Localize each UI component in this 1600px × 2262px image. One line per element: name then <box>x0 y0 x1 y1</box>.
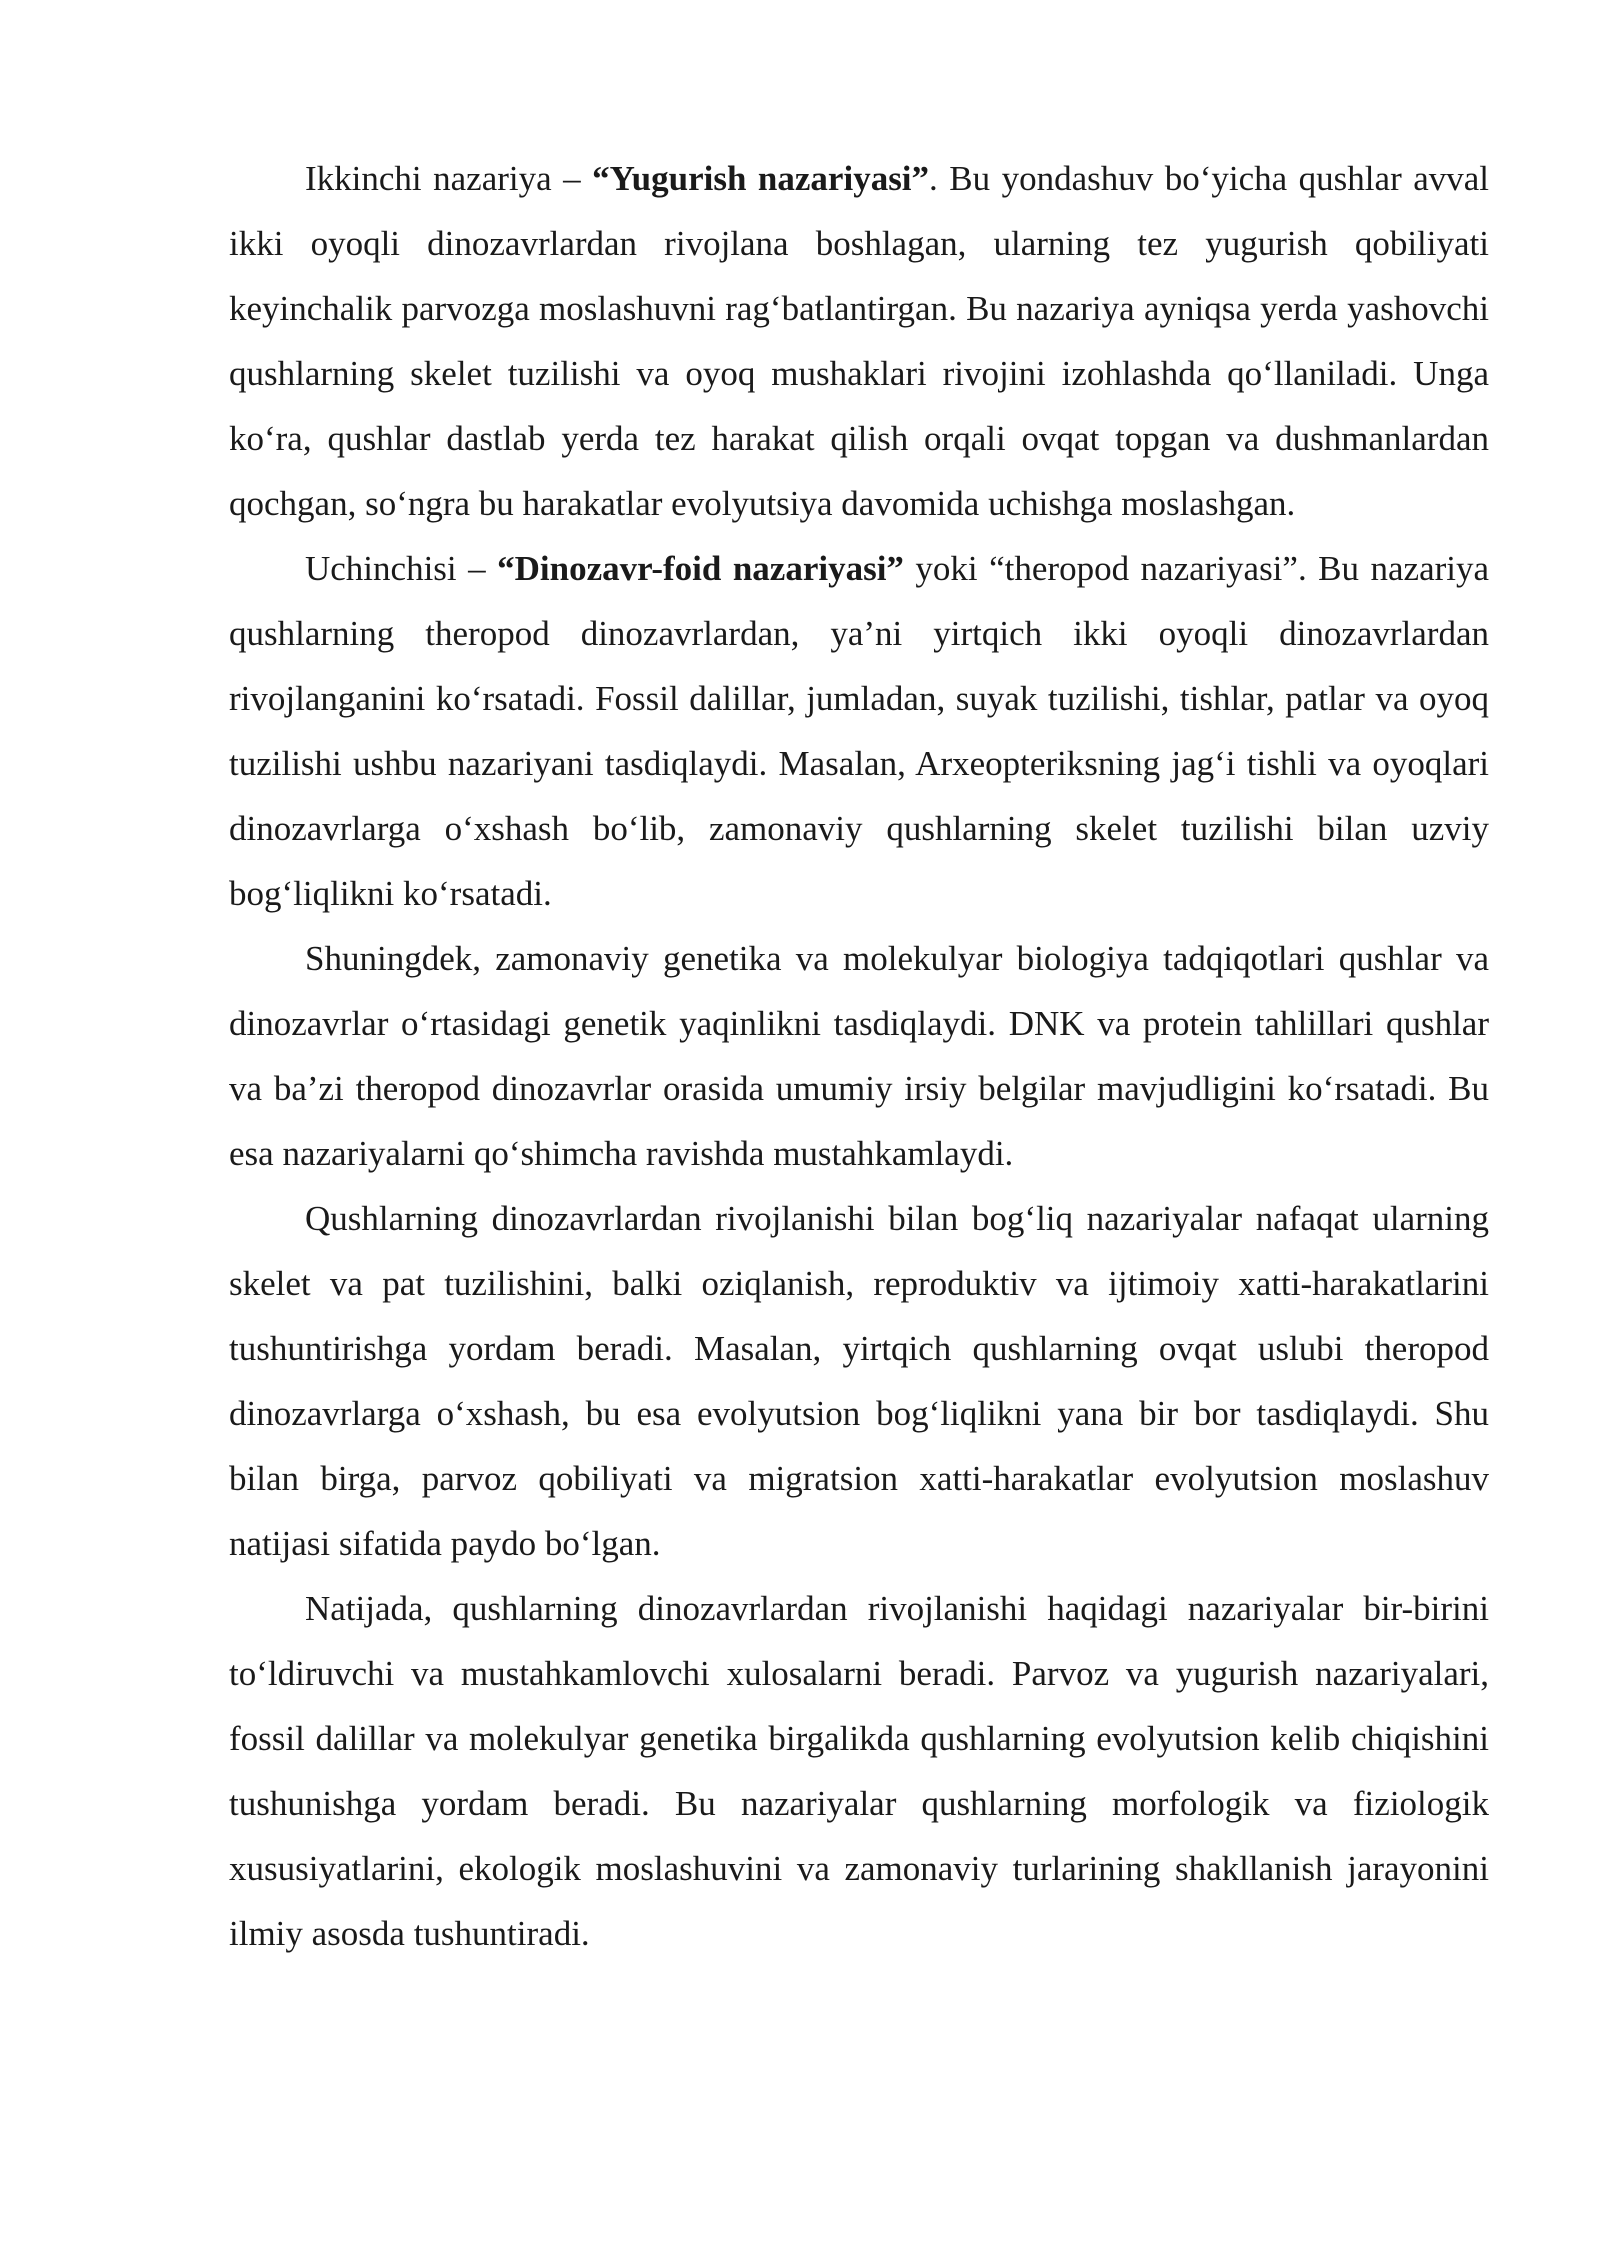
paragraph-behavior: Qushlarning dinozavrlardan rivojlanishi bilan bog‘liq nazariyalar nafaqat ularning skelet va pat tuzilishini, balki oziqlanish, reproduktiv va ijtimoiy xatti-harakatlarini tushuntirishga yordam beradi. Masalan, yirtqich qushlarning ovqat uslubi theropod dinozavrlarga o‘xshash, bu esa evolyutsion bog‘liqlikni yana bir bor tasdiqlaydi. Shu bilan birga, parvoz qobiliyati va migratsion xatti-harakatlar evolyutsion moslashuv natijasi sifatida paydo bo‘lgan. <box>229 1199 1489 1563</box>
paragraph-text: . Bu yondashuv bo‘yicha qushlar avval ikki oyoqli dinozavrlardan rivojlana boshlagan, ularning tez yugurish qobiliyati keyinchalik parvozga moslashuvni rag‘batlantirgan. Bu nazariya ayniqsa yerda yashovchi qushlarning skelet tuzilishi va oyoq mushaklari rivojini izohlashda qo‘llaniladi. Unga ko‘ra, qushlar dastlab yerda tez harakat qilish orqali ovqat topgan va dushmanlardan qochgan, so‘ngra bu harakatlar evolyutsiya davomida uchishga moslashgan. <box>229 159 1489 523</box>
paragraph-text: yoki “theropod nazariyasi”. Bu nazariya qushlarning theropod dinozavrlardan, ya’ni yirtqich ikki oyoqli dinozavrlardan rivojlanganini ko‘rsatadi. Fossil dalillar, jumladan, suyak tuzilishi, tishlar, patlar va oyoq tuzilishi ushbu nazariyani tasdiqlaydi. Masalan, Arxeopteriksning jag‘i tishli va oyoqlari dinozavrlarga o‘xshash bo‘lib, zamonaviy qushlarning skelet tuzilishi bilan uzviy bog‘liqlikni ko‘rsatadi. <box>229 549 1490 913</box>
theory-title-running: “Yugurish nazariyasi” <box>592 159 930 198</box>
theory-title-dinosaur-foid: “Dinozavr-foid nazariyasi” <box>497 549 904 588</box>
paragraph-genetics: Shuningdek, zamonaviy genetika va molekulyar biologiya tadqiqotlari qushlar va dinozavrlar o‘rtasidagi genetik yaqinlikni tasdiqlaydi. DNK va protein tahlillari qushlar va ba’zi theropod dinozavrlar orasida umumiy irsiy belgilar mavjudligini ko‘rsatadi. Bu esa nazariyalarni qo‘shimcha ravishda mustahkamlaydi. <box>229 939 1489 1173</box>
paragraph-conclusion: Natijada, qushlarning dinozavrlardan rivojlanishi haqidagi nazariyalar bir-birini to‘ldiruvchi va mustahkamlovchi xulosalarni beradi. Parvoz va yugurish nazariyalari, fossil dalillar va molekulyar genetika birgalikda qushlarning evolyutsion kelib chiqishini tushunishga yordam beradi. Bu nazariyalar qushlarning morfologik va fiziologik xususiyatlarini, ekologik moslashuvini va zamonaviy turlarining shakllanish jarayonini ilmiy asosda tushuntiradi. <box>229 1589 1489 1953</box>
paragraph-running-theory <box>229 146 1489 536</box>
paragraph-lead: Ikkinchi nazariya – <box>305 159 593 198</box>
paragraph-lead: Uchinchisi – <box>305 549 498 588</box>
paragraph-theropod-theory <box>229 536 1489 926</box>
document-body <box>229 146 1489 1966</box>
